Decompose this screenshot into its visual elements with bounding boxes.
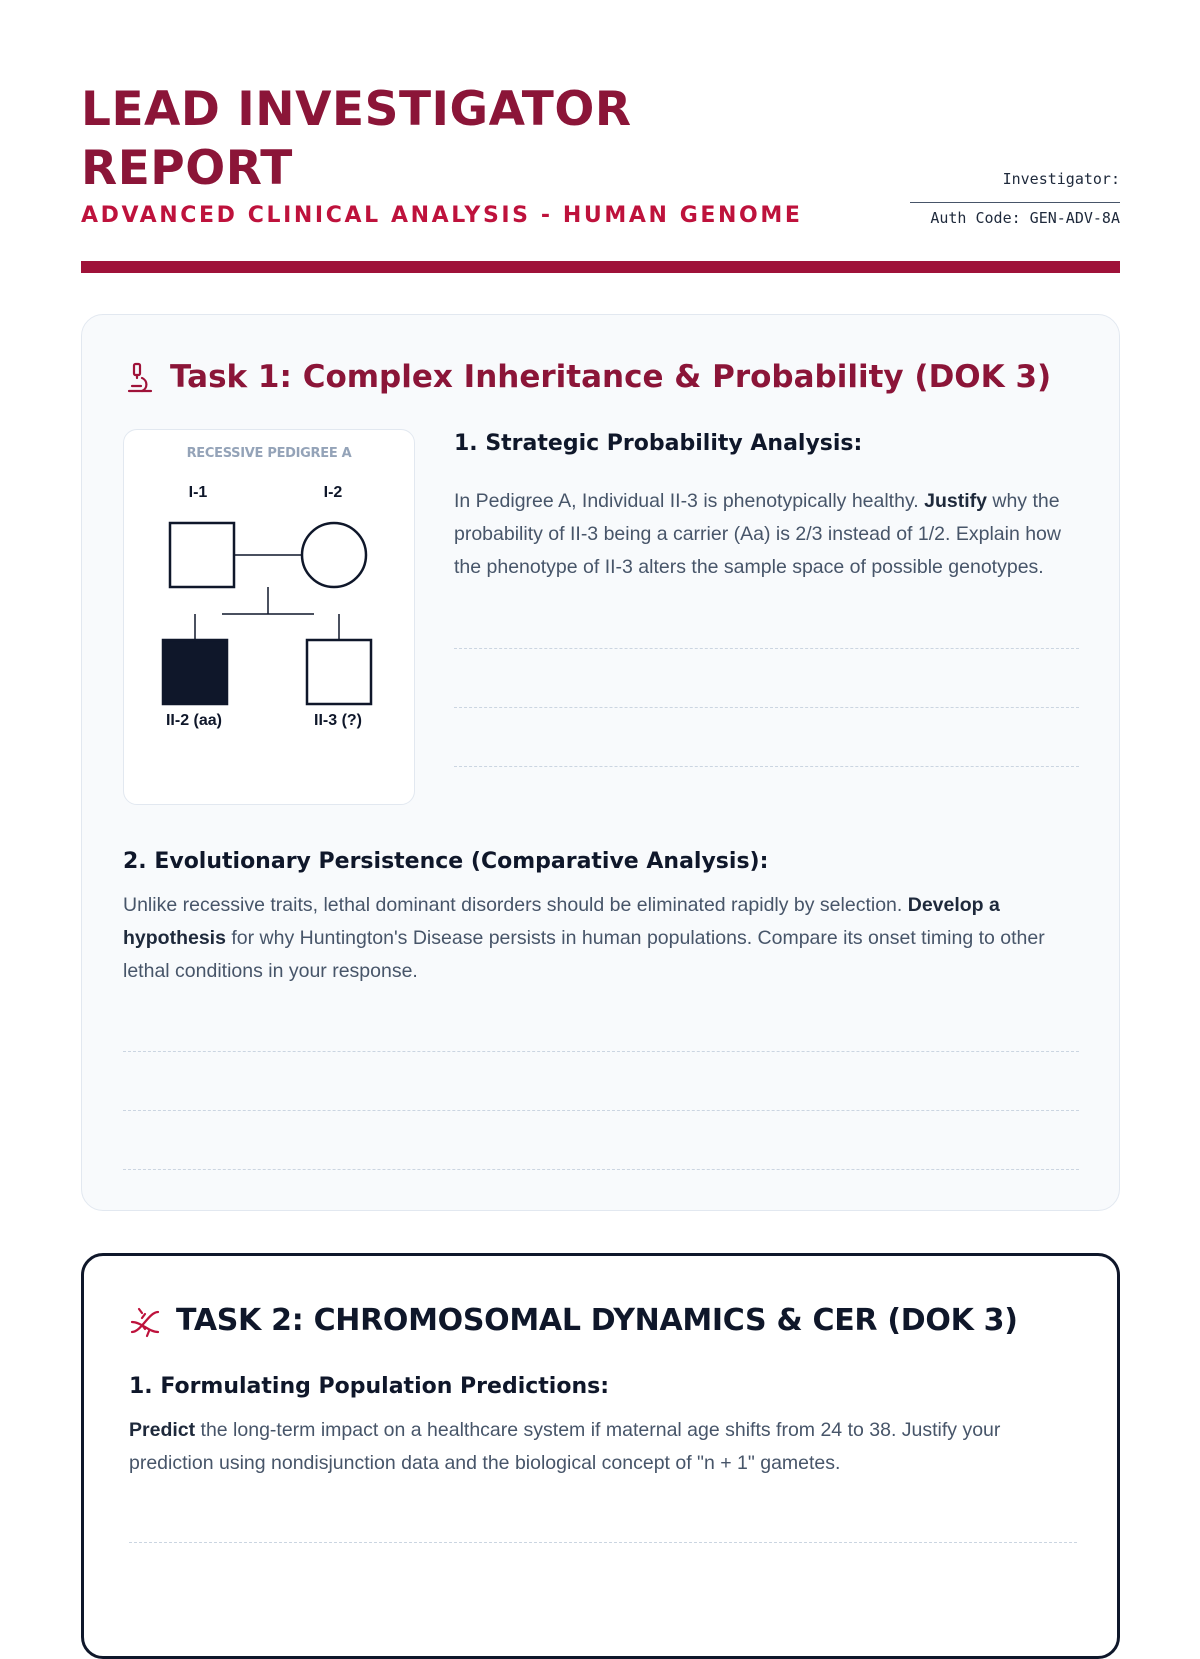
question-1 (454, 431, 1079, 767)
answer-line[interactable] (123, 1110, 1079, 1111)
answer-line[interactable] (129, 1542, 1077, 1543)
header-divider (81, 261, 1120, 273)
title-line-2: REPORT (81, 141, 293, 196)
answer-line[interactable] (454, 766, 1079, 767)
dna-icon (129, 1305, 161, 1339)
answer-line[interactable] (123, 1169, 1079, 1170)
affected-male-square (163, 640, 227, 704)
prompt-text: Unlike recessive traits, lethal dominant disorders should be eliminated rapidly by selection. (123, 894, 903, 916)
prompt-keyword: Predict (129, 1419, 196, 1441)
answer-line[interactable] (454, 707, 1079, 708)
prompt-text: why the probability of II-3 being a carrier (Aa) is 2/3 instead of 1/2. Explain how the phenotype of II-3 alters the sample space of possible genotypes. (454, 490, 1061, 578)
page-title (81, 80, 632, 198)
question-2-heading: 2. Evolutionary Persistence (Comparative Analysis): (123, 849, 769, 874)
microscope-icon (125, 362, 155, 394)
task2-title: TASK 2: CHROMOSOMAL DYNAMICS & CER (DOK 3) (176, 1303, 1018, 1338)
prompt-keyword: Justify (924, 490, 987, 512)
report-page (81, 0, 1120, 1600)
pedigree-label-i1: I-1 (188, 484, 208, 501)
pedigree-label-i2: I-2 (323, 484, 343, 501)
task1-title: Task 1: Complex Inheritance & Probability (DOK 3) (170, 359, 1052, 395)
pedigree-label-ii2: II-2 (aa) (165, 712, 222, 729)
question-2-prompt (123, 889, 1079, 988)
task2-card (81, 1253, 1120, 1659)
answer-line[interactable] (454, 648, 1079, 649)
question-2 (123, 849, 1079, 1170)
pedigree-label: RECESSIVE PEDIGREE A (186, 446, 352, 461)
investigator-field[interactable]: Investigator: (910, 170, 1120, 203)
prompt-text: the long-term impact on a healthcare system if maternal age shifts from 24 to 38. Justify your prediction using nondisjunction data and the biological concept of "n + 1" gametes. (129, 1419, 1001, 1474)
question-1-heading: 1. Strategic Probability Analysis: (454, 431, 863, 456)
unknown-male-square (307, 640, 371, 704)
answer-line[interactable] (123, 1051, 1079, 1052)
prompt-text: In Pedigree A, Individual II-3 is phenotypically healthy. (454, 490, 919, 512)
report-header (81, 80, 1120, 275)
male-parent-square (170, 523, 234, 587)
page-subtitle: ADVANCED CLINICAL ANALYSIS - HUMAN GENOME (81, 203, 803, 228)
auth-code: Auth Code: GEN-ADV-8A (930, 209, 1120, 227)
question-3 (129, 1374, 1077, 1543)
task1-card (81, 314, 1120, 1211)
title-line-1: LEAD INVESTIGATOR (81, 82, 632, 137)
prompt-keyword: Develop a hypothesis (123, 894, 1000, 949)
question-1-prompt (454, 485, 1079, 584)
prompt-text: for why Huntington's Disease persists in human populations. Compare its onset timing to other lethal conditions in your response. (123, 927, 1045, 982)
question-3-prompt (129, 1414, 1077, 1480)
pedigree-diagram (124, 430, 414, 804)
female-parent-circle (302, 523, 366, 587)
question-3-heading: 1. Formulating Population Predictions: (129, 1374, 610, 1399)
pedigree-label-ii3: II-3 (?) (314, 712, 362, 729)
investigator-meta (910, 170, 1120, 227)
pedigree-chart (123, 429, 415, 805)
